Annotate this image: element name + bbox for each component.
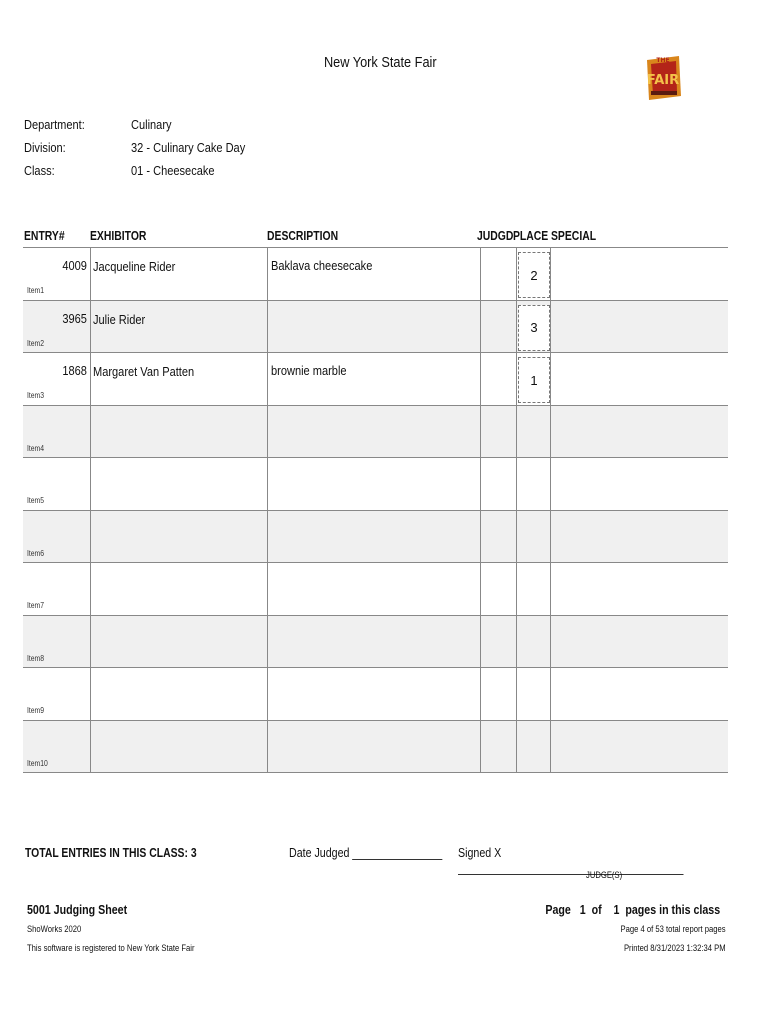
table-row (23, 511, 728, 564)
judges-label: JUDGE(S) (586, 870, 623, 880)
column-divider (516, 563, 517, 615)
place-field[interactable]: 2 (518, 252, 550, 298)
item-label: Item5 (27, 496, 45, 505)
entry-number: 4009 (62, 258, 87, 273)
column-divider (550, 458, 551, 510)
column-divider (480, 721, 481, 773)
entry-description: Baklava cheesecake (271, 258, 373, 273)
header-judged: JUDGD (477, 228, 514, 243)
column-divider (516, 406, 517, 458)
signed-label: Signed X (458, 845, 502, 860)
header-special: SPECIAL (551, 228, 597, 243)
signature-line (458, 864, 684, 875)
table-row (23, 458, 728, 511)
entry-number: 1868 (62, 363, 87, 378)
place-field[interactable]: 1 (518, 357, 550, 403)
item-label: Item7 (27, 601, 45, 610)
column-divider (516, 248, 517, 300)
item-label: Item1 (27, 286, 45, 295)
header-place: PLACE (513, 228, 549, 243)
department-value: Culinary (131, 117, 172, 132)
table-row (23, 248, 728, 301)
column-divider (90, 616, 91, 668)
column-divider (550, 511, 551, 563)
report-name: 5001 Judging Sheet (27, 902, 128, 917)
column-divider (480, 406, 481, 458)
column-divider (90, 511, 91, 563)
column-divider (90, 301, 91, 353)
date-judged-label: Date Judged (289, 845, 350, 860)
table-row (23, 616, 728, 669)
table-row (23, 406, 728, 459)
ny-state-fair-logo-icon (643, 50, 683, 102)
column-divider (90, 721, 91, 773)
place-field[interactable]: 3 (518, 305, 550, 351)
column-divider (90, 248, 91, 300)
column-divider (550, 248, 551, 300)
column-divider (516, 353, 517, 405)
exhibitor-name: Julie Rider (93, 311, 146, 327)
column-divider (550, 406, 551, 458)
column-divider (550, 301, 551, 353)
column-divider (267, 248, 268, 300)
column-divider (480, 301, 481, 353)
page-title: New York State Fair (323, 54, 437, 71)
header-exhibitor: EXHIBITOR (90, 228, 147, 243)
class-label: Class: (24, 163, 55, 178)
column-divider (267, 563, 268, 615)
division-value: 32 - Culinary Cake Day (131, 140, 246, 155)
column-divider (267, 353, 268, 405)
printed-timestamp: Printed 8/31/2023 1:32:34 PM (624, 943, 726, 953)
header-entry: ENTRY# (24, 228, 65, 243)
column-divider (516, 616, 517, 668)
department-label: Department: (24, 117, 85, 132)
page-total: Page 4 of 53 total report pages (620, 924, 726, 934)
column-divider (516, 458, 517, 510)
table-row (23, 353, 728, 406)
column-divider (90, 353, 91, 405)
column-divider (480, 511, 481, 563)
table-row (23, 301, 728, 354)
table-row (23, 668, 728, 721)
column-divider (480, 353, 481, 405)
svg-text:THE: THE (656, 57, 670, 64)
item-label: Item4 (27, 443, 45, 453)
column-divider (516, 668, 517, 720)
table-row (23, 563, 728, 616)
registered-note: This software is registered to New York State Fair (27, 943, 195, 953)
column-divider (90, 458, 91, 510)
item-label: Item6 (27, 548, 45, 558)
item-label: Item10 (27, 758, 48, 768)
column-divider (267, 406, 268, 458)
total-entries: TOTAL ENTRIES IN THIS CLASS: 3 (25, 845, 197, 860)
column-divider (267, 458, 268, 510)
column-divider (480, 563, 481, 615)
item-label: Item9 (27, 706, 45, 715)
column-divider (516, 511, 517, 563)
date-judged-field[interactable] (289, 845, 476, 860)
column-divider (516, 301, 517, 353)
column-divider (550, 353, 551, 405)
column-divider (90, 563, 91, 615)
column-divider (267, 616, 268, 668)
item-label: Item8 (27, 653, 45, 663)
column-divider (480, 458, 481, 510)
exhibitor-name: Jacqueline Rider (93, 259, 176, 274)
item-label: Item2 (27, 338, 45, 348)
column-divider (550, 721, 551, 773)
column-divider (550, 668, 551, 720)
column-divider (90, 668, 91, 720)
column-divider (267, 301, 268, 353)
division-label: Division: (24, 140, 66, 155)
date-judged-line (352, 849, 442, 860)
column-divider (480, 668, 481, 720)
column-divider (267, 721, 268, 773)
column-divider (516, 721, 517, 773)
exhibitor-name: Margaret Van Patten (93, 364, 195, 379)
item-label: Item3 (27, 391, 45, 400)
header-description: DESCRIPTION (267, 228, 339, 243)
column-divider (480, 248, 481, 300)
column-divider (90, 406, 91, 458)
column-divider (267, 668, 268, 720)
column-divider (550, 616, 551, 668)
class-value: 01 - Cheesecake (131, 163, 215, 178)
software-name: ShoWorks 2020 (27, 924, 82, 934)
table-row (23, 721, 728, 774)
svg-text:FAIR: FAIR (646, 73, 680, 88)
page-in-class: Page 1 of 1 pages in this class (545, 902, 720, 917)
column-divider (550, 563, 551, 615)
entry-description: brownie marble (271, 363, 347, 378)
column-divider (267, 511, 268, 563)
entry-number: 3965 (62, 310, 87, 326)
column-divider (480, 616, 481, 668)
